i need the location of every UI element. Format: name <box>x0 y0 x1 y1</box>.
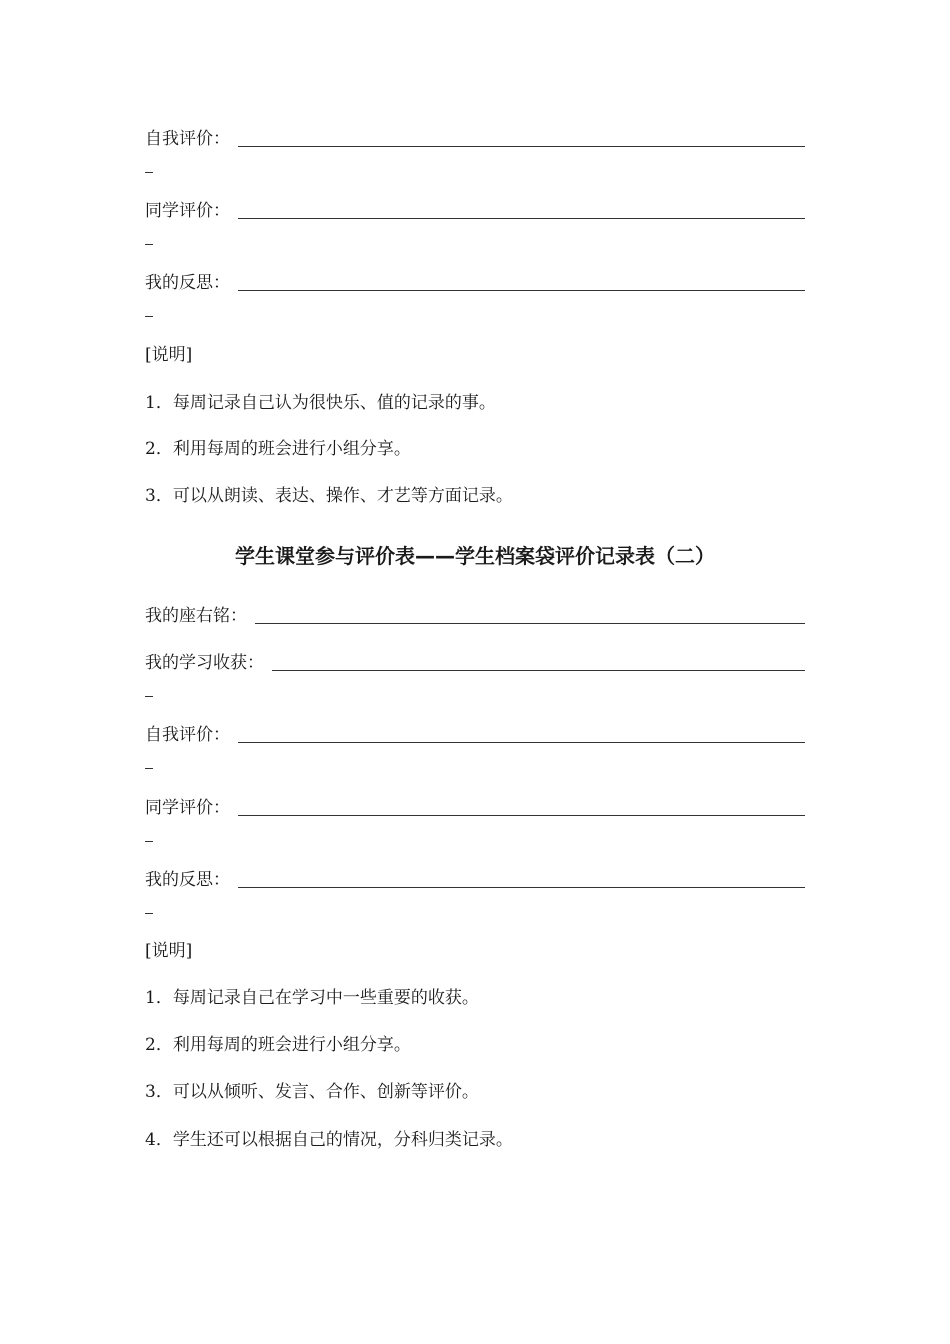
blank-line <box>238 128 805 147</box>
blank-line <box>238 869 805 888</box>
reflection-field[interactable] <box>145 270 805 294</box>
field-label: 自我评价： <box>145 129 230 149</box>
note-item: 1．每周记录自己在学习中一些重要的收获。 <box>145 988 479 1008</box>
note-item: 3．可以从倾听、发言、合作、创新等评价。 <box>145 1082 479 1102</box>
learning-gains-field[interactable] <box>145 650 805 674</box>
blank-line-tail <box>145 696 153 697</box>
self-evaluation-field[interactable] <box>145 126 805 150</box>
blank-line <box>238 272 805 291</box>
blank-line-tail <box>145 172 153 173</box>
field-label: 同学评价： <box>145 201 230 221</box>
self-evaluation-field[interactable] <box>145 722 805 746</box>
blank-line <box>238 797 805 816</box>
blank-line <box>238 200 805 219</box>
motto-field[interactable] <box>145 603 805 627</box>
field-label: 同学评价： <box>145 798 230 818</box>
blank-line-tail <box>145 244 153 245</box>
note-item: 3．可以从朗读、表达、操作、才艺等方面记录。 <box>145 486 513 506</box>
blank-line-tail <box>145 841 153 842</box>
blank-line <box>272 652 805 671</box>
blank-line <box>255 605 805 624</box>
note-heading: [说明] <box>145 941 193 961</box>
note-heading: [说明] <box>145 345 193 365</box>
note-item: 2．利用每周的班会进行小组分享。 <box>145 1035 411 1055</box>
field-label: 自我评价： <box>145 725 230 745</box>
blank-line <box>238 724 805 743</box>
reflection-field[interactable] <box>145 867 805 891</box>
blank-line-tail <box>145 316 153 317</box>
note-item: 2．利用每周的班会进行小组分享。 <box>145 439 411 459</box>
peer-evaluation-field[interactable] <box>145 198 805 222</box>
field-label: 我的学习收获： <box>145 653 264 673</box>
field-label: 我的反思： <box>145 870 230 890</box>
note-item: 1．每周记录自己认为很快乐、值的记录的事。 <box>145 393 496 413</box>
blank-line-tail <box>145 913 153 914</box>
field-label: 我的座右铭： <box>145 606 247 626</box>
section-title: 学生课堂参与评价表——学生档案袋评价记录表（二） <box>235 544 715 568</box>
field-label: 我的反思： <box>145 273 230 293</box>
blank-line-tail <box>145 768 153 769</box>
note-item: 4．学生还可以根据自己的情况，分科归类记录。 <box>145 1130 513 1150</box>
peer-evaluation-field[interactable] <box>145 795 805 819</box>
